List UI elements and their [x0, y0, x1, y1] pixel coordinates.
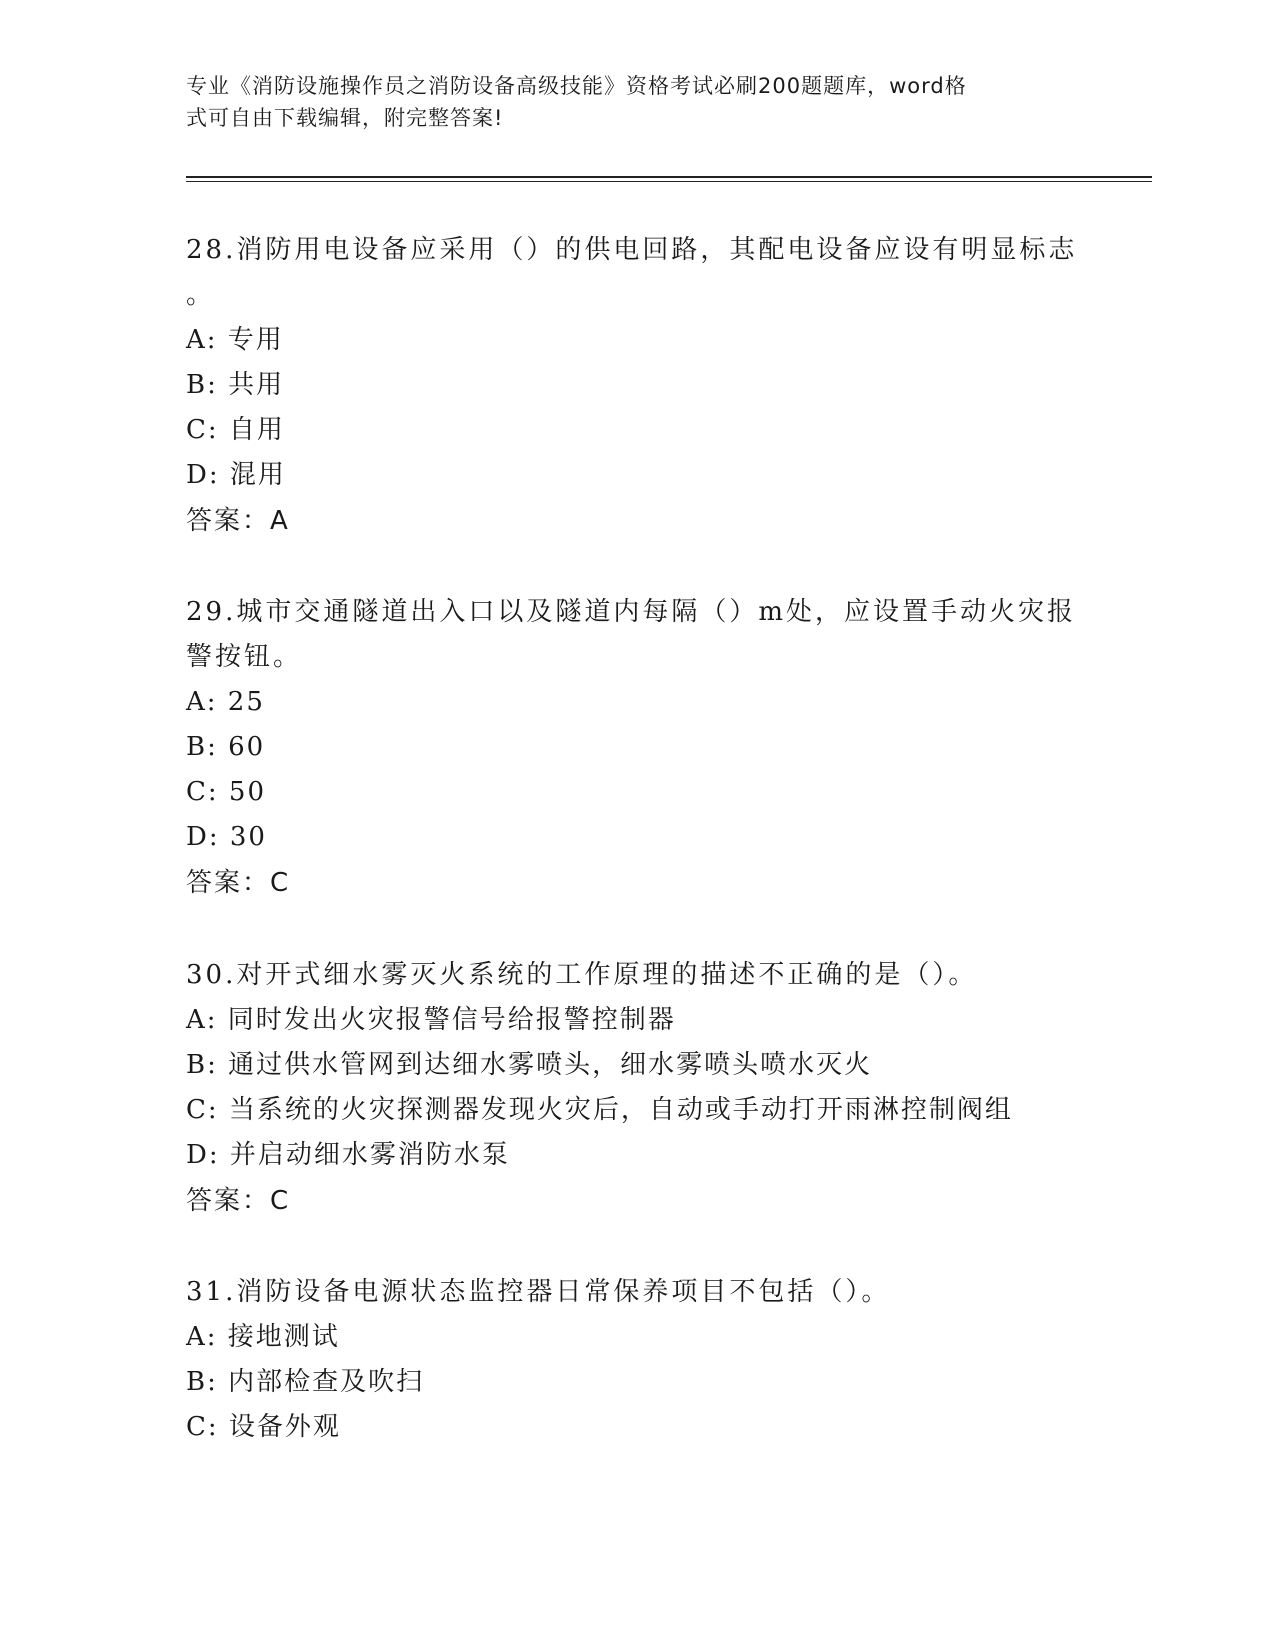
- question-stem-continued: 。: [186, 280, 216, 310]
- option-a: A: 专用: [186, 325, 284, 355]
- question-28: [186, 228, 1086, 544]
- question-stem: 31.消防设备电源状态监控器日常保养项目不包括（）。: [186, 1277, 891, 1307]
- question-stem: 30.对开式细水雾灭火系统的工作原理的描述不正确的是（）。: [186, 960, 978, 990]
- option-a: A: 25: [186, 687, 265, 717]
- question-29: [186, 590, 1086, 906]
- option-c: C: 当系统的火灾探测器发现火灾后，自动或手动打开雨淋控制阀组: [186, 1095, 1013, 1125]
- option-d: D: 并启动细水雾消防水泵: [186, 1140, 510, 1170]
- option-d: D: 混用: [186, 460, 286, 490]
- answer: 答案：C: [186, 868, 291, 898]
- option-d: D: 30: [186, 822, 267, 852]
- header-line-1: 专业《消防设施操作员之消防设备高级技能》资格考试必刷200题题库，word格: [186, 74, 967, 98]
- option-a: A: 同时发出火灾报警信号给报警控制器: [186, 1005, 676, 1035]
- question-stem: 28.消防用电设备应采用（）的供电回路，其配电设备应设有明显标志: [186, 235, 1078, 265]
- header-divider-thin: [186, 181, 1152, 182]
- option-c: C: 50: [186, 777, 267, 807]
- question-stem: 29.城市交通隧道出入口以及隧道内每隔（）m处，应设置手动火灾报: [186, 597, 1077, 627]
- header-divider-thick: [186, 176, 1152, 178]
- option-b: B: 共用: [186, 370, 285, 400]
- option-b: B: 通过供水管网到达细水雾喷头，细水雾喷头喷水灭火: [186, 1050, 873, 1080]
- option-b: B: 60: [186, 732, 266, 762]
- option-b: B: 内部检查及吹扫: [186, 1367, 425, 1397]
- question-31: [186, 1270, 1086, 1450]
- option-c: C: 自用: [186, 415, 285, 445]
- answer: 答案：C: [186, 1186, 291, 1216]
- option-c: C: 设备外观: [186, 1412, 341, 1442]
- question-stem-continued: 警按钮。: [186, 642, 303, 672]
- header-line-2: 式可自由下载编辑，附完整答案!: [186, 106, 504, 130]
- option-a: A: 接地测试: [186, 1322, 340, 1352]
- answer: 答案：A: [186, 506, 290, 536]
- document-header: [186, 70, 1066, 134]
- question-30: [186, 953, 1086, 1224]
